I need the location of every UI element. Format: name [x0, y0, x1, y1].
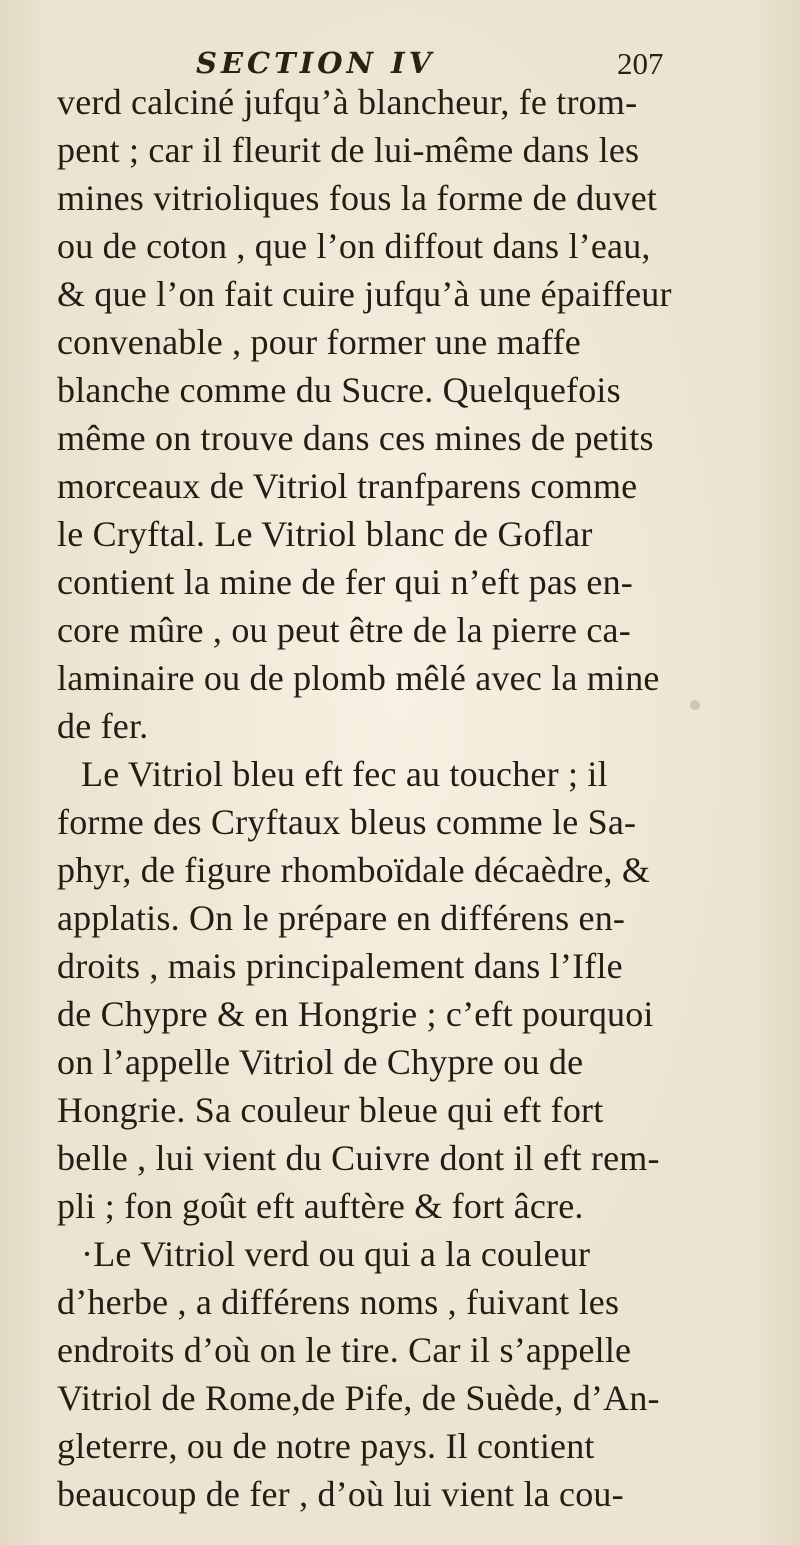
text-line: forme des Cryftaux bleus comme le Sa- [57, 802, 637, 842]
text-line: de Chypre & en Hongrie ; c’eft pourquoi [57, 994, 654, 1034]
text-line: de fer. [57, 706, 149, 746]
body-text [57, 78, 757, 1518]
text-line: on l’appelle Vitriol de Chypre ou de [57, 1042, 584, 1082]
paper-spot [690, 700, 700, 710]
text-line: gleterre, ou de notre pays. Il contient [57, 1426, 595, 1466]
text-line: Le Vitriol bleu eft fec au toucher ; il [81, 754, 608, 794]
text-line: pent ; car il fleurit de lui-même dans les [57, 130, 640, 170]
text-line: beaucoup de fer , d’où lui vient la cou- [57, 1474, 624, 1514]
running-title: SECTION IV [196, 46, 436, 80]
text-line: Vitriol de Rome,de Pife, de Suède, d’An- [57, 1378, 660, 1418]
text-line: droits , mais principalement dans l’Ifle [57, 946, 623, 986]
text-line: phyr, de figure rhomboïdale décaèdre, & [57, 850, 651, 890]
text-line: mines vitrioliques fous la forme de duvet [57, 178, 658, 218]
text-line: ou de coton , que l’on diffout dans l’eau, [57, 226, 651, 266]
text-line: blanche comme du Sucre. Quelquefois [57, 370, 621, 410]
text-line: Hongrie. Sa couleur bleue qui eft fort [57, 1090, 604, 1130]
text-line: le Cryftal. Le Vitriol blanc de Goflar [57, 514, 593, 554]
text-line: même on trouve dans ces mines de petits [57, 418, 654, 458]
text-line: d’herbe , a différens noms , fuivant les [57, 1282, 620, 1322]
text-line: applatis. On le prépare en différens en- [57, 898, 626, 938]
text-line: convenable , pour former une maffe [57, 322, 581, 362]
text-line: verd calciné jufqu’à blancheur, fe trom- [57, 82, 638, 122]
text-line: ·Le Vitriol verd ou qui a la couleur [81, 1234, 591, 1274]
text-line: contient la mine de fer qui n’eft pas en- [57, 562, 633, 602]
text-line: & que l’on fait cuire jufqu’à une épaiffeur [57, 274, 672, 314]
page-number: 207 [617, 46, 664, 81]
text-line: pli ; fon goût eft auftère & fort âcre. [57, 1186, 584, 1226]
text-line: endroits d’où on le tire. Car il s’appelle [57, 1330, 632, 1370]
text-line: laminaire ou de plomb mêlé avec la mine [57, 658, 660, 698]
text-line: core mûre , ou peut être de la pierre ca- [57, 610, 631, 650]
text-line: belle , lui vient du Cuivre dont il eft rem- [57, 1138, 660, 1178]
text-line: morceaux de Vitriol tranfparens comme [57, 466, 638, 506]
